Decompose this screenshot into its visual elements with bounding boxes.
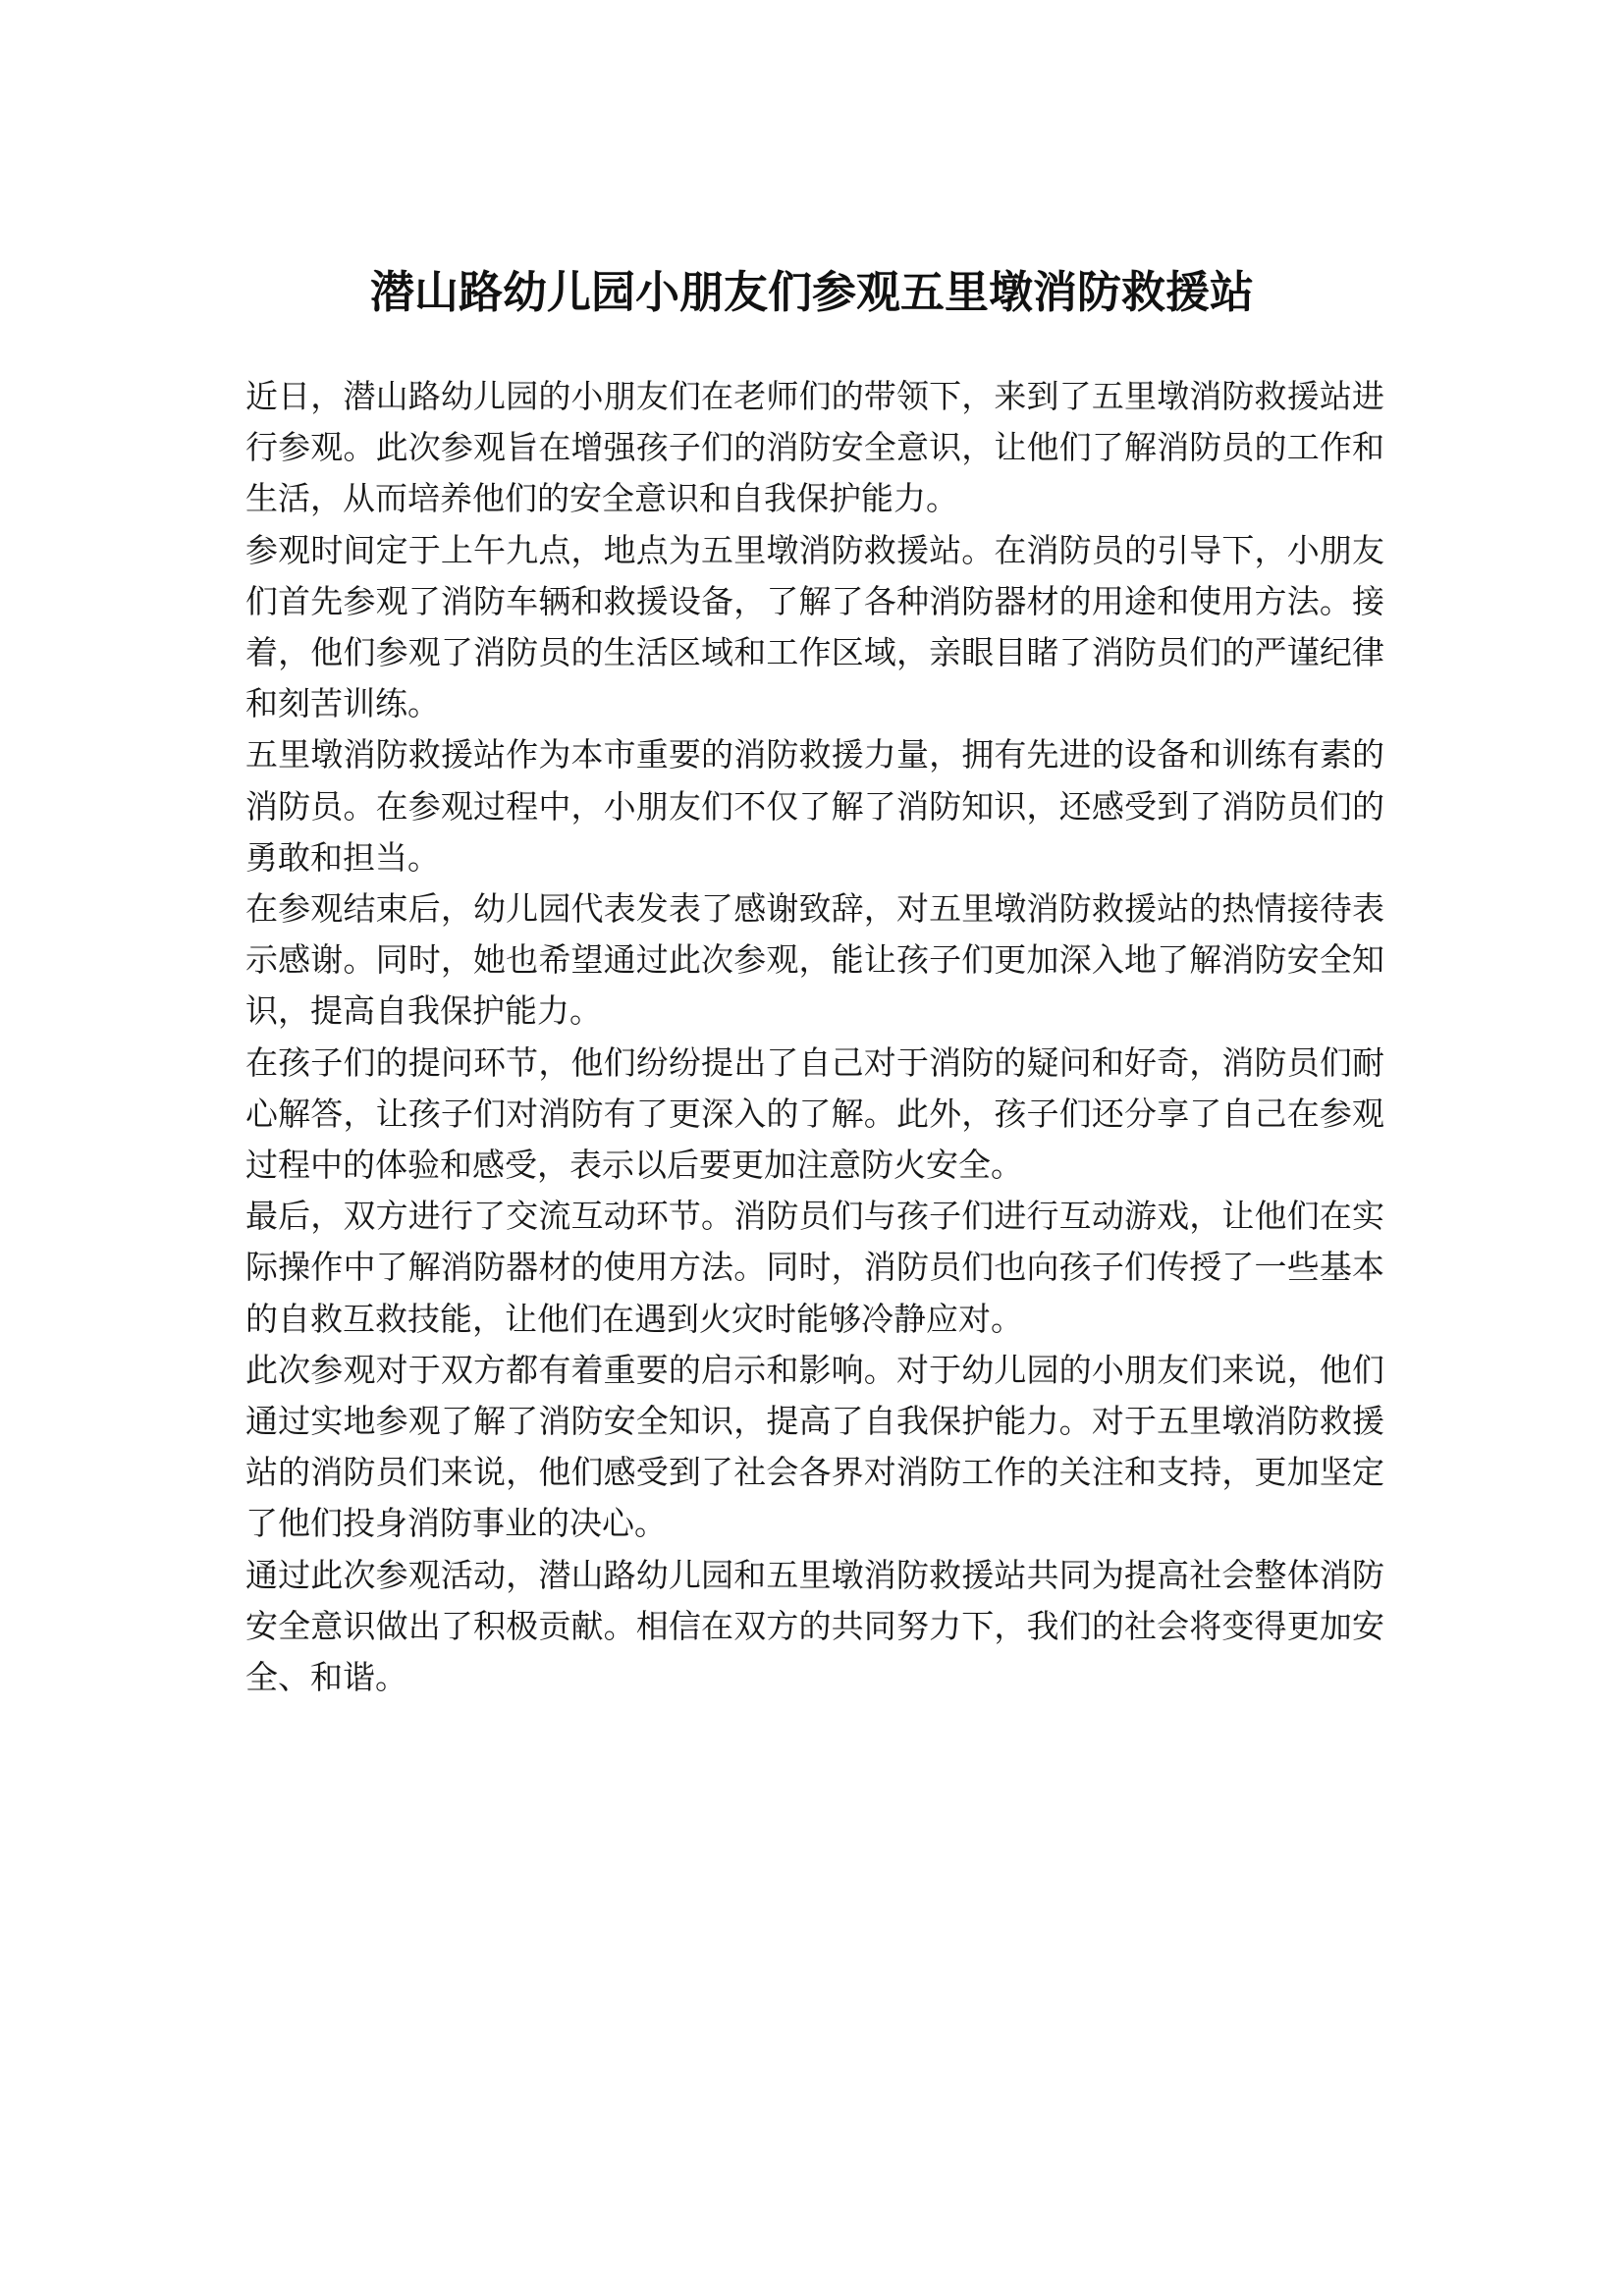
article-body — [245, 371, 1384, 1703]
paragraph: 在参观结束后，幼儿园代表发表了感谢致辞，对五里墩消防救援站的热情接待表示感谢。同时，她也希望通过此次参观，能让孩子们更加深入地了解消防安全知识，提高自我保护能力。 — [245, 889, 1384, 1031]
paragraph: 最后，双方进行了交流互动环节。消防员们与孩子们进行互动游戏，让他们在实际操作中了解消防器材的使用方法。同时，消防员们也向孩子们传授了一些基本的自救互救技能，让他们在遇到火灾时能够冷静应对。 — [245, 1197, 1384, 1338]
paragraph: 此次参观对于双方都有着重要的启示和影响。对于幼儿园的小朋友们来说，他们通过实地参观了解了消防安全知识，提高了自我保护能力。对于五里墩消防救援站的消防员们来说，他们感受到了社会各界对消防工作的关注和支持，更加坚定了他们投身消防事业的决心。 — [245, 1350, 1384, 1543]
paragraph: 五里墩消防救援站作为本市重要的消防救援力量，拥有先进的设备和训练有素的消防员。在参观过程中，小朋友们不仅了解了消防知识，还感受到了消防员们的勇敢和担当。 — [245, 735, 1384, 877]
paragraph: 参观时间定于上午九点，地点为五里墩消防救援站。在消防员的引导下，小朋友们首先参观了消防车辆和救援设备，了解了各种消防器材的用途和使用方法。接着，他们参观了消防员的生活区域和工作区域，亲眼目睹了消防员们的严谨纪律和刻苦训练。 — [245, 530, 1384, 723]
paragraph: 近日，潜山路幼儿园的小朋友们在老师们的带领下，来到了五里墩消防救援站进行参观。此次参观旨在增强孩子们的消防安全意识，让他们了解消防员的工作和生活，从而培养他们的安全意识和自我保护能力。 — [245, 377, 1384, 518]
page-title: 潜山路幼儿园小朋友们参观五里墩消防救援站 — [369, 266, 1254, 318]
paragraph: 在孩子们的提问环节，他们纷纷提出了自己对于消防的疑问和好奇，消防员们耐心解答，让孩子们对消防有了更深入的了解。此外，孩子们还分享了自己在参观过程中的体验和感受，表示以后要更加注意防火安全。 — [245, 1042, 1384, 1185]
paragraph: 通过此次参观活动，潜山路幼儿园和五里墩消防救援站共同为提高社会整体消防安全意识做出了积极贡献。相信在双方的共同努力下，我们的社会将变得更加安全、和谐。 — [245, 1555, 1384, 1697]
